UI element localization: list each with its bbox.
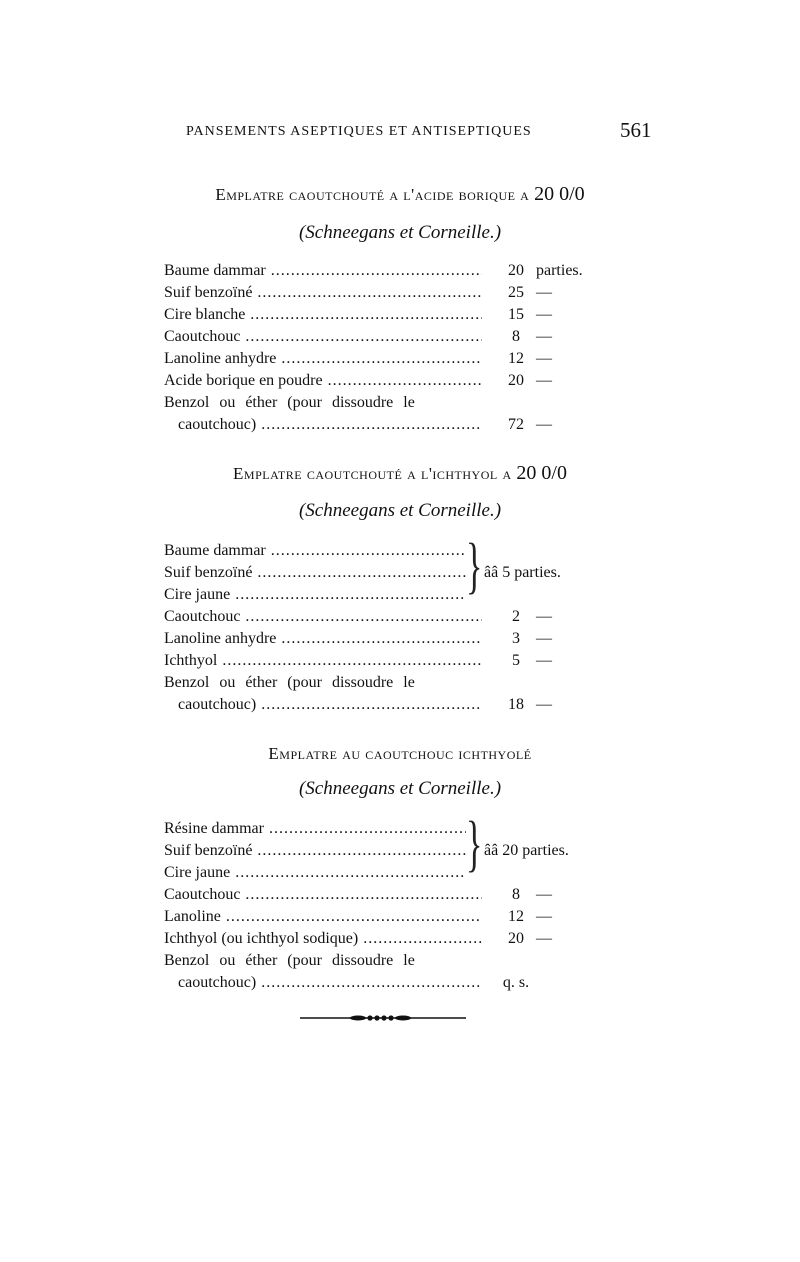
section-author: (Schneegans et Corneille.): [298, 778, 502, 799]
running-title: PANSEMENTS ASEPTIQUES ET ANTISEPTIQUES: [186, 124, 532, 139]
ingredient-row: [164, 818, 604, 840]
ingredient-row: [164, 326, 604, 348]
ingredient-qty: q. s.: [502, 974, 530, 991]
ingredient-qty: 12: [508, 908, 524, 925]
ingredient-name: Cire jaune .....: [164, 862, 466, 884]
section-title-text: Emplatre caoutchouté a l'acide borique a: [215, 185, 535, 204]
ingredient-unit: parties.: [536, 262, 583, 279]
ingredient-qty: 25: [508, 284, 524, 301]
section-title: [0, 742, 800, 765]
ingredient-qty: 2: [512, 608, 520, 625]
ingredient-unit: —: [536, 350, 552, 367]
ingredient-name: Caoutchouc .....: [164, 326, 482, 348]
ingredient-unit: —: [536, 630, 552, 647]
ingredient-row: [164, 282, 604, 304]
ingredient-unit: —: [536, 652, 552, 669]
brace-icon: }: [466, 810, 483, 878]
brace-icon: }: [466, 532, 483, 600]
ingredient-row-continued: [178, 414, 598, 436]
bracket-label: ââ 20 parties.: [484, 842, 569, 859]
ingredient-name: Benzol ou éther (pour dissoudre le: [164, 674, 415, 691]
ingredient-qty: 72: [508, 416, 524, 433]
ingredient-row: [164, 628, 604, 650]
ingredient-row: [164, 650, 604, 672]
ingredient-name: Ichthyol .....: [164, 650, 482, 672]
ingredient-unit: —: [536, 608, 552, 625]
ingredient-unit: —: [536, 416, 552, 433]
ingredient-unit: —: [536, 306, 552, 323]
ingredient-unit: —: [536, 908, 552, 925]
ingredient-qty: 12: [508, 350, 524, 367]
ingredient-qty: 20: [508, 372, 524, 389]
ingredient-qty: 18: [508, 696, 524, 713]
ingredient-row: [164, 392, 604, 414]
ingredient-row: [164, 304, 604, 326]
ingredient-unit: —: [536, 372, 552, 389]
ingredient-row: [164, 606, 604, 628]
ingredient-name: caoutchouc) .....: [178, 414, 482, 436]
ingredient-name: caoutchouc) .....: [178, 972, 482, 994]
ingredient-name: Caoutchouc .....: [164, 884, 482, 906]
ingredient-qty: 5: [512, 652, 520, 669]
running-header: [0, 118, 800, 148]
section-title-number: 20 0/0: [534, 183, 585, 205]
page-number: 561: [620, 118, 652, 142]
bracket-label: ââ 5 parties.: [484, 564, 561, 581]
ingredient-row: [164, 584, 604, 606]
ingredient-row-continued: [178, 694, 598, 716]
ingredient-row: [164, 672, 604, 694]
ingredient-row: [164, 862, 604, 884]
ingredient-qty: 3: [512, 630, 520, 647]
ingredient-row: [164, 348, 604, 370]
section-title: [0, 462, 800, 485]
ingredient-name: Lanoline anhydre .....: [164, 628, 482, 650]
ingredient-row: [164, 540, 604, 562]
ingredient-name: Cire blanche .....: [164, 304, 482, 326]
ingredient-qty: 15: [508, 306, 524, 323]
ingredient-unit: —: [536, 886, 552, 903]
ingredient-unit: —: [536, 284, 552, 301]
ingredient-name: Lanoline anhydre .....: [164, 348, 482, 370]
ingredient-name: Lanoline .....: [164, 906, 482, 928]
ingredient-name: Suif benzoïné .....: [164, 840, 466, 862]
ingredient-row: [164, 884, 604, 906]
ingredient-row: [164, 370, 604, 392]
ingredient-unit: —: [536, 328, 552, 345]
ingredient-row: [164, 950, 604, 972]
ingredient-unit: —: [536, 696, 552, 713]
ingredient-qty: 8: [512, 328, 520, 345]
section-author: (Schneegans et Corneille.): [298, 500, 502, 521]
ingredient-name: caoutchouc) .....: [178, 694, 482, 716]
ingredient-row: [164, 906, 604, 928]
ingredient-name: Suif benzoïné .....: [164, 282, 482, 304]
section-title-number: 20 0/0: [516, 462, 567, 484]
ingredient-name: Benzol ou éther (pour dissoudre le: [164, 952, 415, 969]
ingredient-qty: 20: [508, 930, 524, 947]
ingredient-name: Suif benzoïné .....: [164, 562, 466, 584]
ingredient-row-continued: [178, 972, 598, 994]
ingredient-qty: 8: [512, 886, 520, 903]
ingredient-row: [164, 260, 604, 282]
ingredient-name: Ichthyol (ou ichthyol sodique) .....: [164, 928, 482, 950]
ingredient-name: Baume dammar .....: [164, 540, 466, 562]
ingredient-row: [164, 928, 604, 950]
ingredient-unit: —: [536, 930, 552, 947]
ingredient-name: Benzol ou éther (pour dissoudre le: [164, 394, 415, 411]
section-author: (Schneegans et Corneille.): [298, 222, 502, 243]
ornament-divider-icon: [300, 1012, 466, 1024]
ingredient-name: Baume dammar .....: [164, 260, 482, 282]
ingredient-name: Résine dammar .....: [164, 818, 466, 840]
ingredient-name: Acide borique en poudre .....: [164, 370, 482, 392]
section-title-text: Emplatre au caoutchouc ichthyolé: [268, 744, 532, 763]
ingredient-name: Cire jaune .....: [164, 584, 466, 606]
ingredient-name: Caoutchouc .....: [164, 606, 482, 628]
section-title-text: Emplatre caoutchouté a l'ichthyol a: [233, 464, 517, 483]
ingredient-qty: 20: [508, 262, 524, 279]
section-title: [0, 183, 800, 206]
